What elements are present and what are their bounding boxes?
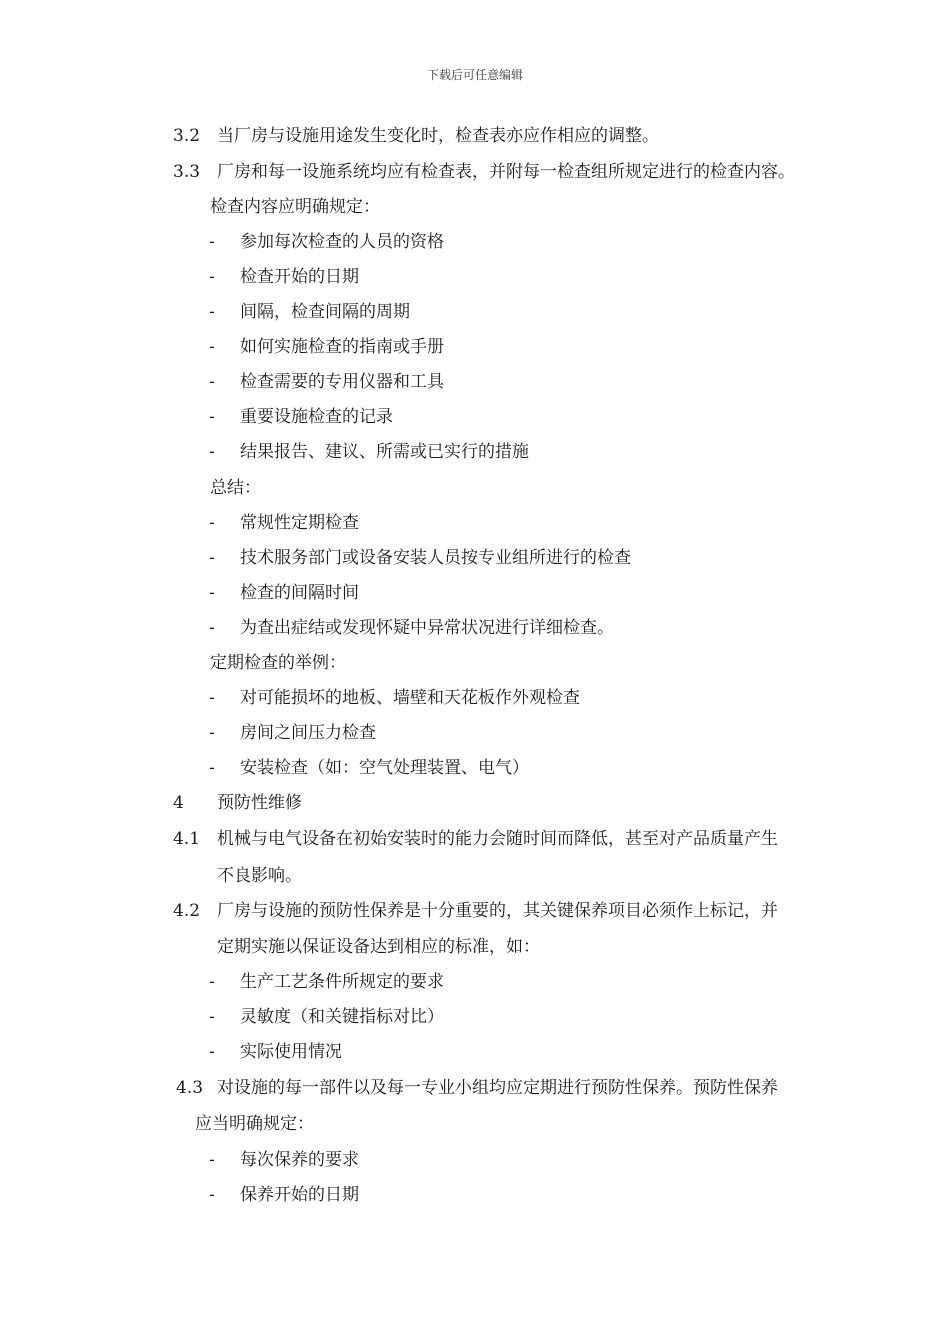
list-bullet: - — [209, 688, 215, 708]
section-text: 对设施的每一部件以及每一专业小组均应定期进行预防性保养。预防性保养 — [217, 1078, 778, 1098]
list-item: 检查需要的专用仪器和工具 — [240, 372, 444, 392]
list-bullet: - — [209, 337, 215, 357]
list-bullet: - — [209, 1042, 215, 1062]
section-number: 3.2 — [173, 126, 201, 146]
list-bullet: - — [209, 758, 215, 778]
list-item: 结果报告、建议、所需或已实行的措施 — [240, 442, 529, 462]
list-item: 房间之间压力检查 — [240, 723, 376, 743]
list-bullet: - — [209, 407, 215, 427]
section-text: 预防性维修 — [217, 793, 302, 813]
section-text: 当厂房与设施用途发生变化时，检查表亦应作相应的调整。 — [217, 126, 659, 146]
list-item: 检查的间隔时间 — [240, 583, 359, 603]
subheading: 定期检查的举例： — [210, 653, 346, 673]
list-bullet: - — [209, 302, 215, 322]
list-item: 灵敏度（和关键指标对比） — [240, 1007, 444, 1027]
list-bullet: - — [209, 442, 215, 462]
list-item: 重要设施检查的记录 — [240, 407, 393, 427]
list-item: 保养开始的日期 — [240, 1185, 359, 1205]
list-item: 对可能损坏的地板、墙壁和天花板作外观检查 — [240, 688, 580, 708]
subheading: 检查内容应明确规定： — [210, 197, 380, 217]
list-item: 实际使用情况 — [240, 1042, 342, 1062]
list-bullet: - — [209, 723, 215, 743]
list-bullet: - — [209, 267, 215, 287]
list-item: 每次保养的要求 — [240, 1150, 359, 1170]
section-text-continued: 不良影响。 — [217, 866, 302, 886]
list-bullet: - — [209, 372, 215, 392]
list-item: 如何实施检查的指南或手册 — [240, 337, 444, 357]
list-bullet: - — [209, 972, 215, 992]
section-number: 4.3 — [176, 1078, 204, 1098]
list-bullet: - — [209, 583, 215, 603]
section-number: 4.1 — [173, 829, 201, 849]
list-bullet: - — [209, 232, 215, 252]
list-item: 安装检查（如：空气处理装置、电气） — [240, 758, 529, 778]
list-item: 常规性定期检查 — [240, 513, 359, 533]
list-item: 为查出症结或发现怀疑中异常状况进行详细检查。 — [240, 618, 614, 638]
subheading: 总结： — [210, 478, 261, 498]
list-bullet: - — [209, 513, 215, 533]
section-text: 机械与电气设备在初始安装时的能力会随时间而降低，甚至对产品质量产生 — [217, 829, 778, 849]
list-item: 检查开始的日期 — [240, 267, 359, 287]
section-number: 4.2 — [173, 901, 201, 921]
list-item: 生产工艺条件所规定的要求 — [240, 972, 444, 992]
section-text-continued: 应当明确规定： — [195, 1114, 314, 1134]
list-bullet: - — [209, 618, 215, 638]
page-header: 下载后可任意编辑 — [426, 68, 523, 82]
section-number: 3.3 — [173, 162, 201, 182]
list-bullet: - — [209, 1150, 215, 1170]
list-bullet: - — [209, 1007, 215, 1027]
list-item: 参加每次检查的人员的资格 — [240, 232, 444, 252]
section-text: 厂房与设施的预防性保养是十分重要的，其关键保养项目必须作上标记，并 — [217, 901, 778, 921]
section-number: 4 — [173, 793, 184, 813]
section-text-continued: 定期实施以保证设备达到相应的标准，如： — [217, 937, 540, 957]
list-item: 技术服务部门或设备安装人员按专业组所进行的检查 — [240, 548, 631, 568]
list-bullet: - — [209, 1185, 215, 1205]
list-bullet: - — [209, 548, 215, 568]
list-item: 间隔，检查间隔的周期 — [240, 302, 410, 322]
section-text: 厂房和每一设施系统均应有检查表，并附每一检查组所规定进行的检查内容。 — [217, 162, 795, 182]
